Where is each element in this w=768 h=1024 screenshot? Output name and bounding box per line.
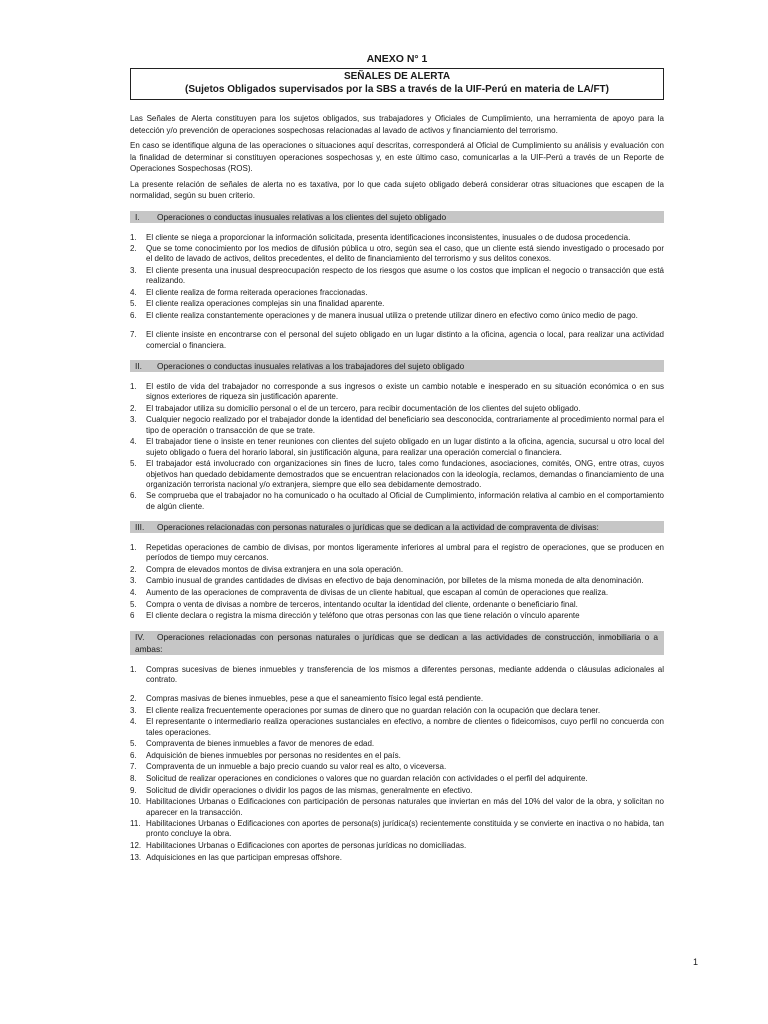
item-number: 7. — [130, 762, 137, 772]
item-number: 1. — [130, 232, 137, 242]
item-number: 3. — [130, 576, 137, 586]
list-item — [130, 244, 664, 265]
item-number: 7. — [130, 330, 137, 340]
item-number: 6 — [130, 611, 135, 621]
item-text: Compras sucesivas de bienes inmuebles y transferencia de los mismos a diferentes personas, mediante addenda o cláusulas adicionales al contrato. — [146, 664, 664, 684]
item-number: 4. — [130, 287, 137, 297]
list-item — [130, 459, 664, 490]
list-item — [130, 576, 664, 586]
item-text: El representante o intermediario realiza operaciones sustanciales en efectivo, a nombre de clientes o fideicomisos, cuyo perfil no concuerda con tales operaciones. — [146, 717, 664, 737]
list-item — [130, 588, 664, 598]
list-item — [130, 404, 664, 414]
item-text: Solicitud de realizar operaciones en condiciones o valores que no guardan relación con actividades o el perfil del adquirente. — [146, 774, 588, 784]
item-text: El estilo de vida del trabajador no corresponde a sus ingresos o existe un cambio notable e inesperado en su situación económica o en sus signos exteriores de riqueza sin justificación aparente. — [146, 381, 664, 402]
list-item — [130, 739, 664, 749]
item-number: 5. — [130, 299, 137, 309]
item-number: 1. — [130, 381, 137, 391]
item-text: El cliente realiza operaciones complejas sin una finalidad aparente. — [146, 299, 385, 309]
item-text: El trabajador está involucrado con organizaciones sin fines de lucro, tales como fundaciones, asociaciones, comités, ONG, entre otras, cuyos objetivos han quedado debidamente demostrados que se encuentran relacionados con la ideología, reclamos, demandas o financiamiento de una organización terrorista nacional y/o extranjera, siempre que ello sea debidamente demostrado. — [146, 459, 664, 489]
item-text: Compra de elevados montos de divisa extranjera en una sola operación. — [146, 564, 404, 574]
intro-paragraph: En caso se identifique alguna de las operaciones o situaciones aquí descritas, corresponderá al Oficial de Cumplimiento su análisis y evaluación con la finalidad de determinar si constituyen operaciones sospechosas y, en este último caso, comunicarlas a la UIF-Perú a través de un Reporte de Operaciones Sospechosas (ROS). — [130, 141, 664, 173]
item-number: 2. — [130, 564, 137, 574]
item-number: 12. — [130, 840, 142, 850]
item-number: 8. — [130, 774, 137, 784]
annex-heading: ANEXO N° 1 — [366, 53, 428, 65]
item-number: 1. — [130, 664, 137, 674]
item-number: 2. — [130, 694, 137, 704]
list-item — [130, 762, 664, 772]
item-text: Solicitud de dividir operaciones o dividir los pagos de las mismas, generalmente en efectivo. — [146, 785, 473, 795]
item-text: Cualquier negocio realizado por el trabajador donde la identidad del beneficiario sea desconocida, contrariamente al procedimiento normal para el tipo de operación o transacción de que se trate. — [146, 415, 664, 435]
item-number: 2. — [130, 244, 137, 254]
list-item — [130, 853, 664, 863]
list-item — [130, 543, 664, 564]
item-text: El cliente realiza constantemente operaciones y de manera inusual utiliza o pretende utilizar dinero en efectivo como único medio de pago. — [146, 311, 638, 321]
item-number: 4. — [130, 437, 137, 447]
item-text: Adquisiciones en las que participan empresas offshore. — [146, 852, 342, 862]
item-text: Aumento de las operaciones de compraventa de divisas de un cliente habitual, que escapan al común de operaciones que realiza. — [146, 588, 609, 598]
list-item — [130, 415, 664, 436]
list-item — [130, 299, 664, 309]
item-number: 6. — [130, 491, 137, 501]
section-numeral: II. — [135, 360, 142, 371]
section-numeral: I. — [135, 211, 140, 222]
intro-paragraph: Las Señales de Alerta constituyen para los sujetos obligados, sus trabajadores y Oficiales de Cumplimiento, una herramienta de apoyo para la detección y/o prevención de operaciones sospechosas relacionadas al lavado de activos y financiamiento del terrorismo. — [130, 114, 664, 135]
list-item — [130, 288, 664, 298]
section-header — [130, 521, 664, 533]
item-text: Habilitaciones Urbanas o Edificaciones con aportes de persona(s) jurídica(s) recientemente constituida y se convierte en inactiva o no habida, tan pronto concluye la obra. — [146, 819, 664, 839]
list-item — [130, 311, 664, 321]
sections-container — [130, 211, 664, 863]
item-text: El cliente insiste en encontrarse con el personal del sujeto obligado en un lugar distinto a la oficina, agencia o local, para realizar una actividad comercial o financiera. — [146, 330, 664, 350]
document-page — [130, 52, 664, 864]
item-text: Compraventa de bienes inmuebles a favor de menores de edad. — [146, 739, 375, 749]
section-title: Operaciones o conductas inusuales relativas a los trabajadores del sujeto obligado — [157, 360, 465, 371]
item-number: 9. — [130, 785, 137, 795]
item-text: Habilitaciones Urbanas o Edificaciones con aportes de personas jurídicas no domiciliadas. — [146, 840, 467, 850]
list-item — [130, 437, 664, 458]
item-number: 5. — [130, 599, 137, 609]
item-text: El cliente presenta una inusual despreocupación respecto de los riesgos que asume o los costos que implican el negocio o transacción que está realizando. — [146, 265, 664, 286]
item-number: 2. — [130, 403, 137, 413]
item-text: Cambio inusual de grandes cantidades de divisas en efectivo de baja denominación, por billetes de la misma moneda de alta denominación. — [146, 576, 644, 586]
list-item — [130, 774, 664, 784]
list-item — [130, 819, 664, 840]
list-item — [130, 751, 664, 761]
section-title: Operaciones relacionadas con personas naturales o jurídicas que se dedican a las actividades de construcción, inmobiliaria o a ambas: — [135, 631, 658, 654]
item-number: 10. — [130, 797, 142, 807]
section-header — [130, 631, 664, 655]
item-text: El cliente se niega a proporcionar la información solicitada, presenta identificaciones inconsistentes, inusuales o de dudosa procedencia. — [146, 232, 631, 242]
item-text: Habilitaciones Urbanas o Edificaciones con participación de personas naturales que inviertan en más del 10% del valor de la obra, y solicitan no aparecer en la transacción. — [146, 797, 664, 817]
intro-paragraph: La presente relación de señales de alerta no es taxativa, por lo que cada sujeto obligado deberá considerar otras situaciones que escapen de la normalidad, según su buen criterio. — [130, 179, 664, 200]
list-item — [130, 330, 664, 351]
list-item — [130, 600, 664, 610]
list-item — [130, 786, 664, 796]
item-number: 3. — [130, 265, 137, 275]
item-text: El trabajador utiliza su domicilio personal o el de un tercero, para recibir documentación de los clientes del sujeto obligado. — [146, 403, 581, 413]
item-text: El cliente declara o registra la misma dirección y teléfono que otras personas con las que tiene relación o vínculo aparente — [146, 611, 580, 621]
item-number: 13. — [130, 852, 142, 862]
section-numeral: IV. — [135, 631, 145, 642]
section-header — [130, 360, 664, 372]
item-text: El cliente realiza frecuentemente operaciones por sumas de dinero que no guardan relación con la ocupación que declara tener. — [146, 705, 601, 715]
item-number: 4. — [130, 717, 137, 727]
item-text: Repetidas operaciones de cambio de divisas, por montos ligeramente inferiores al umbral para el registro de operaciones, que se producen en períodos de tiempo muy cercanos. — [146, 543, 664, 563]
list-item — [130, 694, 664, 704]
item-number: 1. — [130, 543, 137, 552]
list-item — [130, 491, 664, 512]
item-number: 5. — [130, 459, 137, 469]
list-item — [130, 841, 664, 851]
item-number: 11. — [130, 819, 141, 829]
section-title: Operaciones o conductas inusuales relativas a los clientes del sujeto obligado — [157, 211, 447, 222]
item-number: 6. — [130, 750, 137, 760]
list-item — [130, 717, 664, 738]
document-title: SEÑALES DE ALERTA — [343, 71, 451, 82]
list-item — [130, 665, 664, 686]
list-item — [130, 797, 664, 818]
item-text: Que se tome conocimiento por los medios de difusión pública u otro, según sea el caso, que un cliente está siendo investigado o procesado por el delito de lavado de activos, delitos precedentes, el delito de financiamiento del terrorismo y sus delitos conexos. — [146, 244, 664, 264]
list-item — [130, 233, 664, 243]
section-numeral: III. — [135, 522, 145, 532]
list-item — [130, 611, 664, 621]
list-item — [130, 565, 664, 575]
item-number: 6. — [130, 311, 137, 321]
alert-list — [130, 233, 664, 351]
list-item — [130, 266, 664, 287]
list-item — [130, 382, 664, 403]
title-box — [130, 68, 664, 100]
item-text: Se comprueba que el trabajador no ha comunicado o ha ocultado al Oficial de Cumplimiento, información relativa al cambio en el comportamiento de algún cliente. — [146, 491, 664, 511]
item-text: El trabajador tiene o insiste en tener reuniones con clientes del sujeto obligado en un lugar distinto a la oficina, agencia, sucursal u otro local del sujeto obligado o fuera del horario laboral, sin justificación alguna, para realizar una operación comercial o financiera. — [146, 437, 664, 457]
item-number: 3. — [130, 705, 137, 715]
item-number: 3. — [130, 415, 137, 425]
alert-list — [130, 382, 664, 512]
item-text: Compras masivas de bienes inmuebles, pese a que el saneamiento físico legal está pendiente. — [146, 694, 484, 704]
page-number: 1 — [693, 957, 699, 967]
list-item — [130, 706, 664, 716]
alert-list — [130, 665, 664, 863]
item-text: Compraventa de un inmueble a bajo precio cuando su valor real es alto, o viceversa. — [146, 762, 447, 772]
alert-list — [130, 543, 664, 622]
section-title: Operaciones relacionadas con personas naturales o jurídicas que se dedican a la actividad de compraventa de divisas: — [157, 522, 599, 532]
item-number: 5. — [130, 739, 137, 749]
item-number: 4. — [130, 588, 137, 598]
document-subtitle: (Sujetos Obligados supervisados por la SBS a través de la UIF-Perú en materia de LA/FT) — [185, 84, 609, 95]
section-header — [130, 211, 664, 223]
item-text: El cliente realiza de forma reiterada operaciones fraccionadas. — [146, 287, 368, 297]
item-text: Compra o venta de divisas a nombre de terceros, intentando ocultar la identidad del cliente, ordenante o beneficiario final. — [146, 599, 578, 609]
item-text: Adquisición de bienes inmuebles por personas no residentes en el país. — [146, 750, 401, 760]
